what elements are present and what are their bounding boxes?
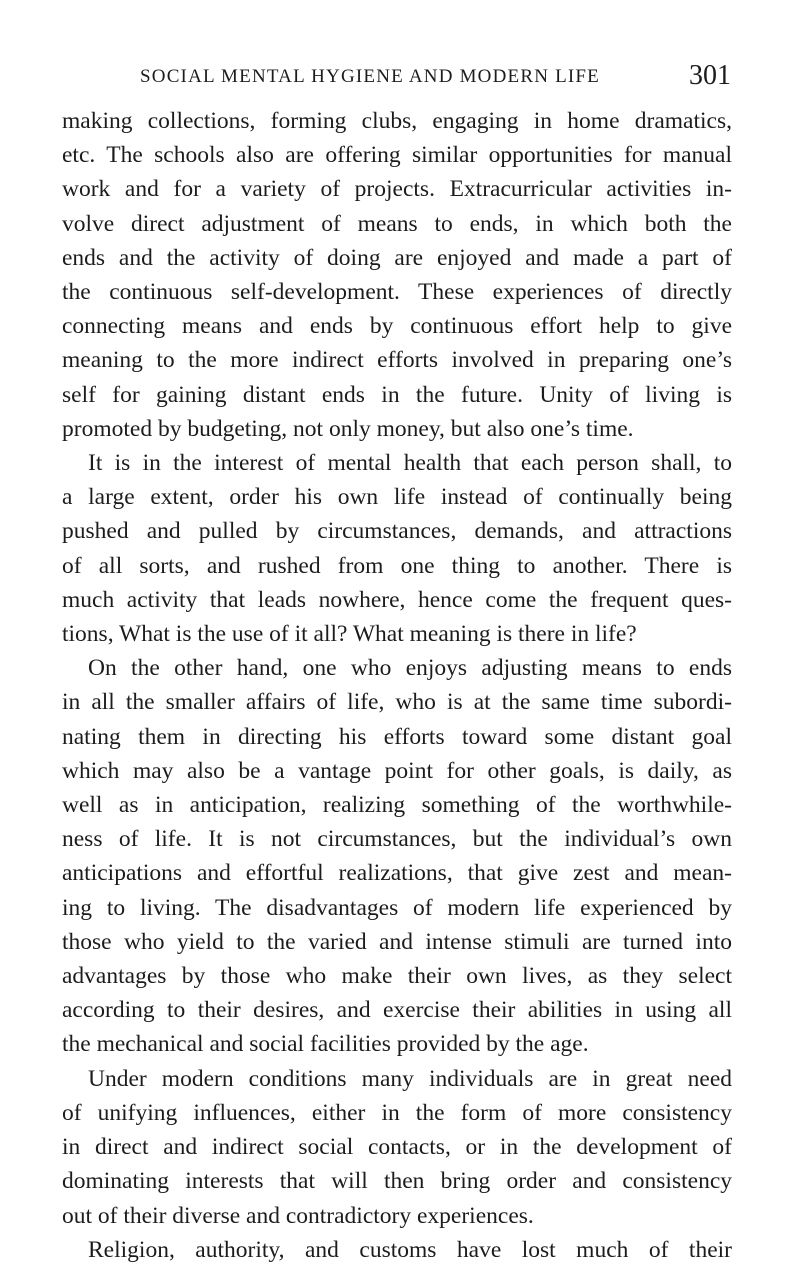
text-line: ness of life. It is not circumstances, but the individual’s own bbox=[62, 826, 732, 853]
text-line: in direct and indirect social contacts, or in the development of bbox=[62, 1134, 732, 1161]
text-line: the continuous self-development. These experiences of directly bbox=[62, 279, 732, 306]
text-line: ing to living. The disadvantages of modern life experienced by bbox=[62, 894, 732, 921]
text-line: meaning to the more indirect efforts involved in preparing one’s bbox=[62, 347, 732, 374]
body-text bbox=[62, 104, 732, 1267]
text-line: It is in the interest of mental health that each person shall, to bbox=[88, 450, 732, 477]
text-line: nating them in directing his efforts toward some distant goal bbox=[62, 723, 732, 750]
running-title: SOCIAL MENTAL HYGIENE AND MODERN LIFE bbox=[140, 66, 600, 87]
paragraph bbox=[62, 1062, 732, 1233]
text-line: promoted by budgeting, not only money, but also one’s time. bbox=[62, 415, 634, 442]
text-line: according to their desires, and exercise their abilities in using all bbox=[62, 997, 732, 1024]
paragraph bbox=[62, 446, 732, 651]
text-line: On the other hand, one who enjoys adjusting means to ends bbox=[88, 655, 732, 682]
text-line: making collections, forming clubs, engaging in home dramatics, bbox=[62, 108, 732, 134]
text-line: advantages by those who make their own lives, as they select bbox=[62, 963, 732, 990]
running-head bbox=[70, 60, 731, 98]
text-line: volve direct adjustment of means to ends, in which both the bbox=[62, 210, 732, 237]
text-line: anticipations and effortful realizations, that give zest and mean- bbox=[62, 860, 732, 887]
text-line: ends and the activity of doing are enjoyed and made a part of bbox=[62, 244, 732, 271]
text-line: those who yield to the varied and intense stimuli are turned into bbox=[62, 928, 732, 955]
text-line: work and for a variety of projects. Extracurricular activities in- bbox=[62, 176, 732, 203]
text-line: in all the smaller affairs of life, who is at the same time subordi- bbox=[62, 689, 732, 716]
text-line: Religion, authority, and customs have lost much of their bbox=[88, 1236, 732, 1263]
text-line: dominating interests that will then bring order and consistency bbox=[62, 1168, 732, 1195]
text-line: the mechanical and social facilities provided by the age. bbox=[62, 1031, 589, 1058]
text-line: well as in anticipation, realizing something of the worthwhile- bbox=[62, 792, 732, 819]
text-line: of unifying influences, either in the form of more consistency bbox=[62, 1099, 732, 1126]
text-line: pushed and pulled by circumstances, demands, and attractions bbox=[62, 518, 732, 545]
text-line: connecting means and ends by continuous effort help to give bbox=[62, 313, 732, 340]
paragraph bbox=[62, 1233, 732, 1267]
text-line: of all sorts, and rushed from one thing to another. There is bbox=[62, 552, 732, 579]
paragraph bbox=[62, 651, 732, 1061]
text-line: which may also be a vantage point for other goals, is daily, as bbox=[62, 757, 732, 784]
text-line: a large extent, order his own life instead of continually being bbox=[62, 484, 732, 511]
text-line: etc. The schools also are offering similar opportunities for manual bbox=[62, 142, 732, 169]
text-line: tions, What is the use of it all? What meaning is there in life? bbox=[62, 621, 637, 648]
text-line: self for gaining distant ends in the future. Unity of living is bbox=[62, 381, 732, 408]
page-number: 301 bbox=[689, 60, 731, 91]
text-line: out of their diverse and contradictory experiences. bbox=[62, 1202, 534, 1229]
text-line: Under modern conditions many individuals are in great need bbox=[88, 1065, 732, 1092]
text-line: much activity that leads nowhere, hence come the frequent ques- bbox=[62, 586, 732, 613]
paragraph bbox=[62, 104, 732, 446]
